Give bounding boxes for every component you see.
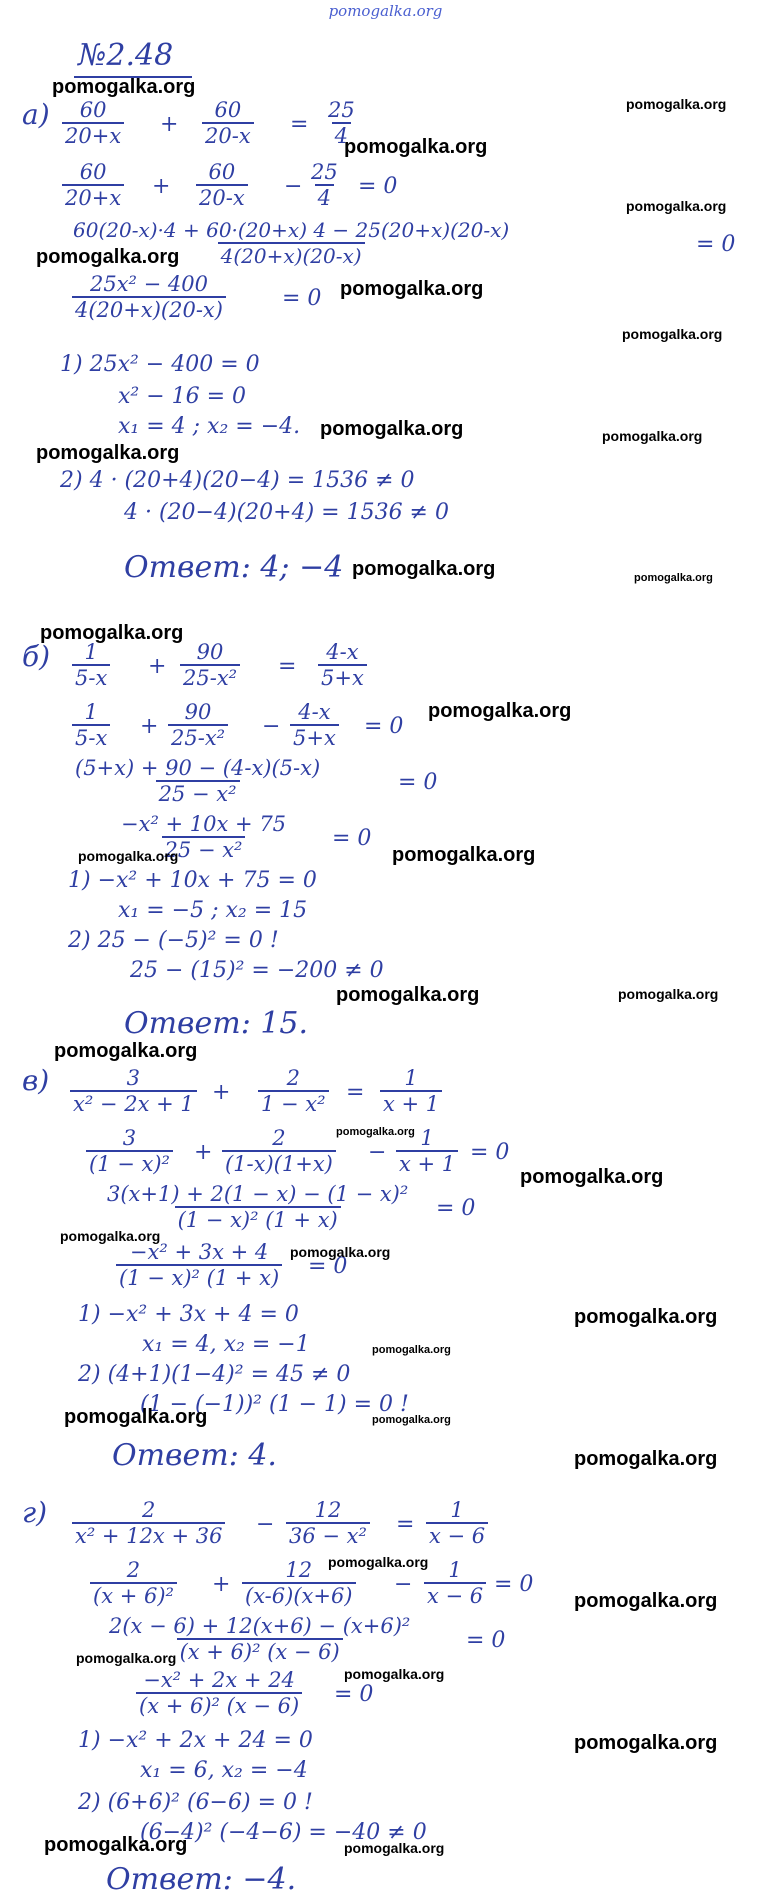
a-step1: 1) 25x² − 400 = 0	[60, 352, 260, 377]
part-a-label: а)	[22, 98, 50, 131]
g-step1: 1) −x² + 2x + 24 = 0	[78, 1728, 313, 1753]
watermark: pomogalka.org	[64, 1406, 208, 1428]
watermark: pomogalka.org	[626, 198, 727, 214]
watermark: pomogalka.org	[372, 1414, 451, 1426]
part-g-label: г)	[22, 1496, 48, 1529]
watermark: pomogalka.org	[44, 1834, 188, 1856]
watermark: pomogalka.org	[60, 1228, 161, 1244]
watermark: pomogalka.org	[344, 1840, 445, 1856]
watermark: pomogalka.org	[290, 1244, 391, 1260]
b-eq2-frac3: $\frac{4-x}{5+x}$	[290, 700, 339, 750]
a-eq2-frac2: $\frac{60}{20-x}$	[196, 160, 248, 210]
b-eq2-frac2: $\frac{90}{\text{25-x²}}$	[168, 700, 228, 750]
b-eq1-rhs: $\frac{4-x}{5+x}$	[318, 640, 367, 690]
g-eq1-rhs: $\frac{1}{x - 6}$	[426, 1498, 488, 1548]
v-eq2-frac3: $\frac{1}{x + 1}$	[396, 1126, 458, 1176]
watermark: pomogalka.org	[622, 326, 723, 342]
watermark: pomogalka.org	[36, 442, 180, 464]
a-answer: Ответ: 4; −4	[124, 550, 344, 585]
watermark: pomogalka.org	[54, 1040, 198, 1062]
header-watermark: pomogalka.org	[328, 2, 443, 20]
g-answer: Ответ: −4.	[106, 1862, 297, 1897]
b-eq1-frac1: $\frac{1}{5-x}$	[72, 640, 110, 690]
b-answer: Ответ: 15.	[124, 1006, 309, 1041]
watermark: pomogalka.org	[428, 700, 572, 722]
a-eq1-frac2: $\frac{60}{20-x}$	[202, 98, 254, 148]
watermark: pomogalka.org	[634, 572, 713, 584]
part-v-label: в)	[22, 1064, 50, 1097]
watermark: pomogalka.org	[392, 844, 536, 866]
b-eq4: $\frac{\text{−x² + 10x + 75}}{\text{25 − x²}}$	[121, 812, 287, 862]
b-eq1-frac2: $\frac{90}{\text{25-x²}}$	[180, 640, 240, 690]
g-eq2-frac2: $\frac{12}{(x-6)(x+6)}$	[242, 1558, 356, 1608]
g-eq1-frac2: $\frac{12}{\text{36 − x²}}$	[286, 1498, 370, 1548]
g-eq2-frac1: $\frac{2}{\text{(x + 6)²}}$	[90, 1558, 177, 1608]
homework-page: pomogalka.org №2.48 а) $\frac{60}{20+x}$ + $\frac{60}{20-x}$ = $\frac{25}{4}$ $\frac{60}{20+x}$ + $\frac{60}{20-x}$ − $\frac{25}{4}$ = 0 $\frac{60(20-x)\cdot 4 + 60\cdot(20+x) 4 - 25(20+x)(20-x)}{4(20+x)(20-x)}$ = 0 $\frac{\text{25x² − 400}}{4(20+x)(20-x)}$ = 0 1) 25x² − 400 = 0 x² − 16 = 0 x₁ = 4 ; x₂ = −4. 2) 4 · (20+4)(20−4) = 1536 ≠ 0 4 · (20−4)(20+4) = 1536 ≠ 0 Ответ: 4; −4 б) $\frac{1}{5-x}$ + $\frac{90}{\text{25-x²}}$ = $\frac{4-x}{5+x}$ $\frac{1}{5-x}$ + $\frac{90}{\text{25-x²}}$ − $\frac{4-x}{5+x}$ = 0 $\frac{(5+x) + 90 - (4-x)(5-x)}{\text{25 − x²}}$ = 0 $\frac{\text{−x² + 10x + 75}}{\text{25 − x²}}$ = 0 1) −x² + 10x + 75 = 0 x₁ = −5 ; x₂ = 15 2) 25 − (−5)² = 0 ! 25 − (15)² = −200 ≠ 0 Ответ: 15. в) $\frac{3}{\text{x² − 2x + 1}}$ + $\frac{2}{\text{1 − x²}}$ = $\frac{1}{x + 1}$ $\frac{3}{\text{(1 − x)²}}$ + $\frac{2}{(1-x)(1+x)}$ − $\frac{1}{x + 1}$ = 0 $\frac{\text{3(x+1) + 2(1 − x) − (1 − x)²}}{\text{(1 − x)² (1 + x)}}$ = 0 $\frac{\text{−x² + 3x + 4}}{\text{(1 − x)² (1 + x)}}$ = 0 1) −x² + 3x + 4 = 0 x₁ = 4, x₂ = −1 2) (4+1)(1−4)² = 45 ≠ 0 (1 − (−1))² (1 − 1) = 0 ! Ответ: 4. г) $\frac{2}{\text{x² + 12x + 36}}$ − $\frac{12}{\text{36 − x²}}$ = $\frac{1}{x - 6}$ $\frac{2}{\text{(x + 6)²}}$ + $\frac{12}{(x-6)(x+6)}$ − $\frac{1}{x - 6}$ = 0 $\frac{\text{2(x − 6) + 12(x+6) − (x+6)²}}{\text{(x + 6)² (x − 6)}}$ = 0 $\frac{\text{−x² + 2x + 24}}{\text{(x + 6)² (x − 6)}}$ = 0 1) −x² + 2x + 24 = 0 x₁ = 6, x₂ = −4 2) (6+6)² (6−6) = 0 ! (6−4)² (−4−6) = −40 ≠ 0 Ответ: −4. pomogalka.org pomogalka.org pomogalka.org pomogalka.org pomogalka.org pomogalka.org pomogalka.org pomogalka.org pomogalka.org pomogalka.org pomogalka.org pomogalka.org pomogalka.org pomogalka.org pomogalka.org pomogalka.org pomogalka.org pomogalka.org pomogalka.org pomogalka.org pomogalka.org pomogalka.org pomogalka.org pomogalka.org pomogalka.org pomogalka.org pomogalka.org pomogalka.org pomogalka.org pomogalka.org pomogalka.org pomogalka.org pomogalka.org pomogalka.org pomogalka.org	[0, 0, 771, 1904]
g-step2: 2) (6+6)² (6−6) = 0 !	[78, 1790, 313, 1815]
watermark: pomogalka.org	[352, 558, 496, 580]
watermark: pomogalka.org	[336, 984, 480, 1006]
a-eq4: $\frac{\text{25x² − 400}}{4(20+x)(20-x)}$	[72, 272, 226, 322]
watermark: pomogalka.org	[520, 1166, 664, 1188]
watermark: pomogalka.org	[36, 246, 180, 268]
watermark: pomogalka.org	[574, 1590, 718, 1612]
watermark: pomogalka.org	[76, 1650, 177, 1666]
v-eq2-frac1: $\frac{3}{\text{(1 − x)²}}$	[86, 1126, 173, 1176]
a-step2: 2) 4 · (20+4)(20−4) = 1536 ≠ 0	[60, 468, 415, 493]
b-step2: 2) 25 − (−5)² = 0 !	[68, 928, 279, 953]
a-eq2-frac3: $\frac{25}{4}$	[311, 160, 338, 210]
g-eq1-frac1: $\frac{2}{\text{x² + 12x + 36}}$	[72, 1498, 225, 1548]
v-eq3: $\frac{\text{3(x+1) + 2(1 − x) − (1 − x)²}}{\text{(1 − x)² (1 + x)}}$	[107, 1182, 409, 1232]
g-eq2-frac3: $\frac{1}{x - 6}$	[424, 1558, 486, 1608]
watermark: pomogalka.org	[336, 1126, 415, 1138]
watermark: pomogalka.org	[340, 278, 484, 300]
b-eq2-frac1: $\frac{1}{5-x}$	[72, 700, 110, 750]
watermark: pomogalka.org	[574, 1448, 718, 1470]
v-eq4: $\frac{\text{−x² + 3x + 4}}{\text{(1 − x)² (1 + x)}}$	[116, 1240, 282, 1290]
g-eq3: $\frac{\text{2(x − 6) + 12(x+6) − (x+6)²}}{\text{(x + 6)² (x − 6)}}$	[109, 1614, 411, 1664]
part-b-label: б)	[22, 640, 51, 673]
watermark: pomogalka.org	[78, 848, 179, 864]
v-step1: 1) −x² + 3x + 4 = 0	[78, 1302, 299, 1327]
a-eq1-rhs: $\frac{25}{4}$	[328, 98, 355, 148]
v-answer: Ответ: 4.	[112, 1438, 277, 1473]
g-eq4: $\frac{\text{−x² + 2x + 24}}{\text{(x + 6)² (x − 6)}}$	[136, 1668, 302, 1718]
v-eq2-frac2: $\frac{2}{(1-x)(1+x)}$	[222, 1126, 336, 1176]
v-eq1-rhs: $\frac{1}{x + 1}$	[380, 1066, 442, 1116]
watermark: pomogalka.org	[574, 1732, 718, 1754]
watermark: pomogalka.org	[618, 986, 719, 1002]
watermark: pomogalka.org	[344, 136, 488, 158]
watermark: pomogalka.org	[328, 1554, 429, 1570]
v-eq1-frac1: $\frac{3}{\text{x² − 2x + 1}}$	[70, 1066, 197, 1116]
watermark: pomogalka.org	[626, 96, 727, 112]
a-eq2-frac1: $\frac{60}{20+x}$	[62, 160, 124, 210]
v-step2: 2) (4+1)(1−4)² = 45 ≠ 0	[78, 1362, 351, 1387]
b-step1: 1) −x² + 10x + 75 = 0	[68, 868, 317, 893]
v-eq1-frac2: $\frac{2}{\text{1 − x²}}$	[258, 1066, 329, 1116]
watermark: pomogalka.org	[40, 622, 184, 644]
a-eq3: $\frac{60(20-x)\cdot 4 + 60\cdot(20+x) 4 - 25(20+x)(20-x)}{4(20+x)(20-x)}$	[73, 218, 510, 268]
watermark: pomogalka.org	[574, 1306, 718, 1328]
watermark: pomogalka.org	[344, 1666, 445, 1682]
b-eq3: $\frac{(5+x) + 90 - (4-x)(5-x)}{\text{25 − x²}}$	[75, 756, 321, 806]
task-number: №2.48	[78, 38, 174, 73]
watermark: pomogalka.org	[372, 1344, 451, 1356]
watermark: pomogalka.org	[320, 418, 464, 440]
watermark: pomogalka.org	[52, 76, 196, 98]
a-eq1-frac1: $\frac{60}{20+x}$	[62, 98, 124, 148]
watermark: pomogalka.org	[602, 428, 703, 444]
